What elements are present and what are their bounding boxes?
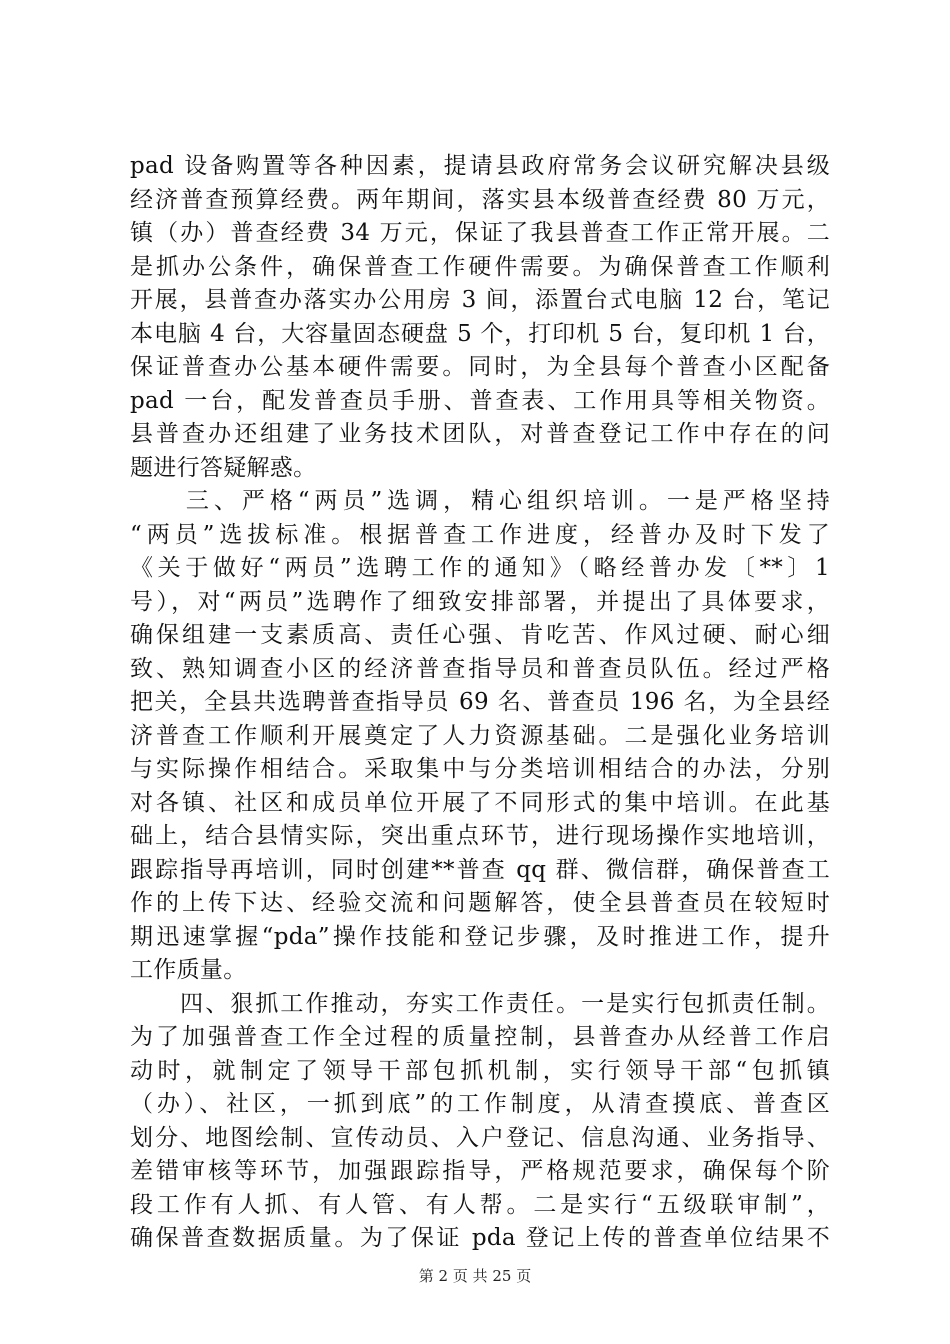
page-footer — [0, 1266, 950, 1286]
text-line: “两员”选拔标准。根据普查工作进度，经普办及时下发了 — [130, 521, 830, 548]
text-line: pad 设备购置等各种因素，提请县政府常务会议研究解决县级 — [130, 153, 830, 179]
text-line: 保证普查办公基本硬件需要。同时，为全县每个普查小区配备 — [130, 354, 830, 380]
text-line: 作的上传下达、经验交流和问题解答，使全县普查员在较短时 — [130, 890, 830, 916]
text-line: 济普查工作顺利开展奠定了人力资源基础。二是强化业务培训 — [130, 722, 830, 749]
text-line: 差错审核等环节，加强跟踪指导，严格规范要求，确保每个阶 — [130, 1158, 830, 1184]
text-line: 县普查办还组建了业务技术团队，对普查登记工作中存在的问 — [130, 421, 830, 447]
text-line: pad 一台，配发普查员手册、普查表、工作用具等相关物资。 — [130, 387, 830, 414]
text-line: 动时，就制定了领导干部包抓机制，实行领导干部“包抓镇 — [130, 1057, 830, 1084]
text-line: 划分、地图绘制、宣传动员、入户登记、信息沟通、业务指导、 — [130, 1124, 830, 1151]
text-line: 三、严格“两员”选调，精心组织培训。一是严格坚持 — [130, 488, 830, 514]
text-line: 《关于做好“两员”选聘工作的通知》（略经普办发〔**〕1 — [130, 555, 830, 581]
body-text — [130, 150, 830, 1256]
text-line: 是抓办公条件，确保普查工作硬件需要。为确保普查工作顺利 — [130, 253, 830, 280]
text-line: 确保普查数据质量。为了保证 pda 登记上传的普查单位结果不 — [130, 1225, 830, 1251]
text-line: 镇（办）普查经费 34 万元，保证了我县普查工作正常开展。二 — [130, 220, 830, 246]
text-line: 经济普查预算经费。两年期间，落实县本级普查经费 80 万元， — [130, 186, 830, 213]
page-number-label: 第 2 页 共 25 页 — [418, 1267, 532, 1285]
text-line: 跟踪指导再培训，同时创建**普查 qq 群、微信群，确保普查工 — [130, 856, 830, 883]
text-line: 段工作有人抓、有人管、有人帮。二是实行“五级联审制”， — [130, 1191, 830, 1218]
text-line: 把关，全县共选聘普查指导员 69 名、普查员 196 名，为全县经 — [130, 689, 830, 715]
text-line: 期迅速掌握“pda”操作技能和登记步骤，及时推进工作，提升 — [130, 923, 830, 950]
text-line: 开展，县普查办落实办公用房 3 间，添置台式电脑 12 台，笔记 — [130, 287, 830, 313]
text-line: 四、狠抓工作推动，夯实工作责任。一是实行包抓责任制。 — [130, 990, 830, 1017]
text-line: 致、熟知调查小区的经济普查指导员和普查员队伍。经过严格 — [130, 655, 830, 682]
text-line: 为了加强普查工作全过程的质量控制，县普查办从经普工作启 — [130, 1024, 830, 1050]
text-line: 础上，结合县情实际，突出重点环节，进行现场操作实地培训， — [130, 823, 830, 849]
text-line: 本电脑 4 台，大容量固态硬盘 5 个，打印机 5 台，复印机 1 台， — [130, 320, 830, 347]
text-line: 确保组建一支素质高、责任心强、肯吃苦、作风过硬、耐心细 — [130, 622, 830, 648]
text-line: 题进行答疑解惑。 — [130, 454, 317, 481]
text-line: 对各镇、社区和成员单位开展了不同形式的集中培训。在此基 — [130, 789, 830, 816]
text-line: （办）、社区，一抓到底”的工作制度，从清查摸底、普查区 — [130, 1091, 830, 1117]
text-line: 号），对“两员”选聘作了细致安排部署，并提出了具体要求， — [130, 588, 830, 615]
text-line: 与实际操作相结合。采取集中与分类培训相结合的办法，分别 — [130, 756, 830, 782]
text-line: 工作质量。 — [130, 957, 247, 983]
